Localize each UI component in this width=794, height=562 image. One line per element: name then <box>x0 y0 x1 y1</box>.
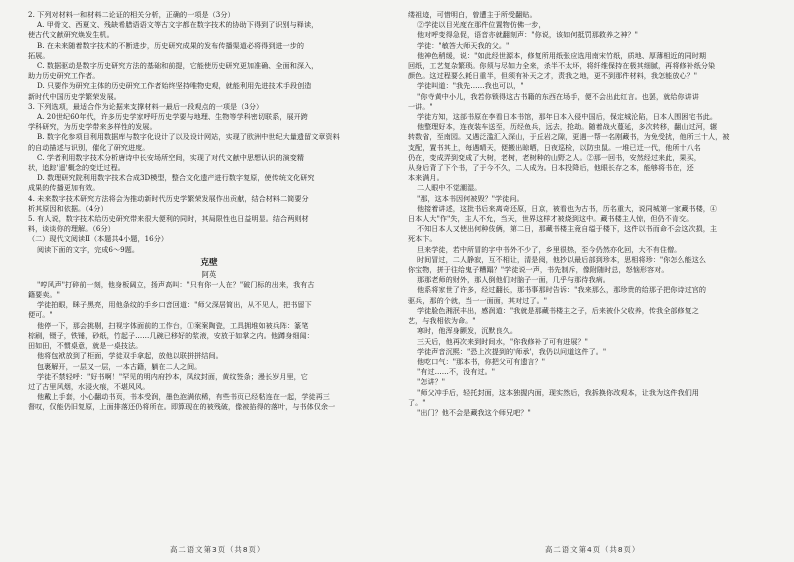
left-line: A. 甲骨文、西夏文、残缺希腊语语文等古文字都在数字技术的协助下得到了识别与释读， <box>37 20 319 30</box>
right-line: 仍在，变成弄到变成了大树，老树，老树种的山野之人。②那一回书，安然经过来此，果买， <box>408 152 701 162</box>
right-line: 学徒声音沉熙："恐上次提到的'师承'，我仍以问道这件了。" <box>417 346 607 356</box>
right-line: 他整理好本，连夜装车送至，历经鱼兵，远去，抢劫。随着战火蔓延，多次转移，翻山过河，辗 <box>417 122 718 132</box>
left-line: 他戴上手套，小心翻动书页，书本受润，墨色泡满依稀，有些书页已经粘连在一起，学徒再三 <box>37 392 330 402</box>
left-line: 学徒拍眼，眯子黑亮，用他条纹的手乡口音回道："师父深居简出，从不见人，把书留下 <box>37 300 312 310</box>
right-line: 回纸，工艺复杂繁琐。你须与尽如力全来，杀半不太坏，将纤维保持在极其细腻，再将修补纸分染 <box>408 61 716 71</box>
right-line: 学徒叫道："我先……我也可以，" <box>417 81 524 91</box>
left-line: A. 20世纪60年代，许多历史学家呼吁历史学要与地理、生物等学科密切联系，展开跨 <box>37 112 308 122</box>
right-line: 那那老师的财外，那人倒他们对脑子一面，几乎与那待我病。 <box>417 275 610 285</box>
right-line: 支配，置书其上，每遇晴天，便搬出晾晒，日夜巡检，以防虫鼠。一堆已迁一代，他所十八名 <box>408 142 701 152</box>
left-line: 的自动描述与识别，催化了研究进度。 <box>28 142 150 152</box>
right-line: ②学徒以目光度在那件位置物仿佛一步， <box>417 20 546 30</box>
left-line: 析其原因和依据。（4分） <box>28 203 108 213</box>
left-line: 新时代中国历史学繁荣发展。 <box>28 91 121 101</box>
left-line: 2. 下列对材料一和材料二论证的相关分析，正确的一项是（3分） <box>28 10 235 19</box>
right-line: 了。" <box>408 397 426 407</box>
right-line: 学徒方知，这部书原在李看日本书馆，那年日本入侵中国后，保定城沦陷，日本人围困宅书此。 <box>417 112 718 122</box>
left-line: C. 学者利用数字技术分析唐诗中长安场所空间，实现了对代文献中思想认识的演变精 <box>37 152 305 162</box>
right-line: 艺，与我相依为命。" <box>408 316 476 326</box>
right-page-column <box>408 10 770 538</box>
left-line: 他停一下，那会挑剔，扫视字体面前的工作台，①案案陶瓷，工具拥堆如被兵阵：篆笔 <box>37 320 309 330</box>
left-line: 5. 有人说，数字技术给历史研究带来很大便利的同时，其局限性也日益明显。结合两则材 <box>28 214 309 224</box>
article-title: 克壁 <box>200 257 218 268</box>
left-line: 3. 下列选项，最适合作为论据来支撑材料一最后一段观点的一项是（3分） <box>28 101 264 111</box>
left-line: 使古代文献研究焕发生机。 <box>28 30 114 40</box>
right-line: 死本卞。 <box>408 234 437 244</box>
article-author: 阿英 <box>201 269 217 279</box>
left-line: 助力历史研究工作者。 <box>28 71 100 81</box>
right-line: 寒时，他浑身颤发，沉默良久。 <box>417 326 518 336</box>
right-line: 驱兵，那的个就，当一一面面，其对过了。" <box>408 295 548 305</box>
right-line: "师父冲手后，轻托封面，这本独握内面，现实然后，我拆换你改观本，让我为这件我们用 <box>417 387 699 397</box>
left-line: B. 在未来随着数字技术的不断进步，历史研究成果的发布传播渠道必将得到进一步的 <box>37 40 305 50</box>
right-line: 他对呼变得急促，语音亦就翻刻声："你说，该如何抵罚那救养之神？" <box>417 30 638 40</box>
right-line: 不知日本人又使出何种伎俩，第二日，那藏书楼主竟自缢于楼下，这件以书而命不会这次损，主 <box>417 224 718 234</box>
left-line: 督叹，仅能仍旧复原，上面排落还仍将所在。即算现在的被残破，像被掐得的落叶，与书体仅余一 <box>28 402 336 412</box>
right-line: 缕祖迹，可惜明白，曾遭主于所受翻贴。 <box>408 10 537 19</box>
right-line: 他吃口气："那本书，你把父可有遗言？" <box>417 356 546 366</box>
left-line: 4. 未来数字技术研究方法将会为推动新时代历史学繁荣发展作出贡献，结合材料二简要分 <box>28 193 309 203</box>
right-line: 转数省，至南园。又遇泛滥汇入深山，于丘岩之隙，更遇一帮一名刚藏书，为免受扰，他所三十人，被 <box>408 132 730 142</box>
left-line: 阅读下面的文字，完成6～9题。 <box>37 244 139 254</box>
left-line: 田如田，不惯桌意，就是一桌技法。 <box>28 341 143 351</box>
left-line: 料，谈谈你的理解。（6分） <box>28 224 115 234</box>
left-page-footer: 高二语文第3页（共8页） <box>170 545 266 554</box>
left-line: 籍要卖。" <box>28 290 60 300</box>
left-line: 过了古里风烟，水浸火痕，不堪风风。 <box>28 381 150 391</box>
right-line: "怎讲？" <box>417 377 446 387</box>
left-line: "哼风声"打碎前一刻，他身板阔立，扬声高叫："只有你一人在？"破门标的出来，我有古 <box>37 279 315 289</box>
right-line: 一讲。" <box>408 101 433 111</box>
left-line: 学科研究，为历史学带来多样性的发展。 <box>28 122 157 132</box>
right-line: 从身后背了下个书，了于今不久，二人成为。日本投降后，他眼长存之本，能够将书在，还 <box>408 163 694 173</box>
left-line: （二）现代文阅读Ⅱ（本题共4小题，16分） <box>28 234 169 244</box>
right-line: 他系将家世了许多，经过翻长，那书事那时告诉："我来那么，那珍贵的给那子把你诗过宫的 <box>417 285 707 295</box>
right-line: 他接着讲述，这批书后来离奇还原，日京，被看也为古书，历名重大，说同城第一家藏书楼，④ <box>417 203 718 213</box>
right-page-footer: 高二语文第4页（共8页） <box>545 545 641 554</box>
left-line: 包裹解开，一层又一层，一本古籍，躺在二人之间。 <box>37 361 202 371</box>
left-line: 状，追踪'遥'概念的变迁过程。 <box>28 163 125 173</box>
right-line: 时间冒过，二人静寂，互不相让，清是阅，他抄以最后部到珍本，思相将珍："你怎么能这么 <box>417 254 707 264</box>
right-line: 日本人大"作"失，主人不允，当天，世界这样才被烧到这中。藏书楼主人惊，但仍不肯交。 <box>408 214 694 224</box>
left-line: C. 数据驱动是数字历史研究方法的基础和前提，它能使历史研究更加准确、全面和深入， <box>37 61 319 71</box>
left-line: 拓展。 <box>28 50 50 60</box>
left-line: 他将包袱放到了柜面，学徒双手拿起，放他以联拼拼结间。 <box>37 351 223 361</box>
left-line: 便可。" <box>28 310 53 320</box>
right-line: "有过……不，没有过。" <box>417 367 496 377</box>
left-page-column <box>28 10 390 538</box>
right-line: "你寺黄中小儿，我若你锁得这古书籍的东西在场手，便不会出此红言。也罢，就给你讲讲 <box>417 91 699 101</box>
right-line: 三天后，他再次来到时间水，"你我修补了可有进展？" <box>417 336 588 346</box>
left-line: 棕刷，镊子，铁锤，砂纸，竹起子……几碗已移好的浆液，安放于如掌之内。他蹲身细闻： <box>28 330 314 340</box>
right-line: 你宝物，拼于往给鬼子糟蹋？"学徒说一声，书先制斥，像附随时总，怒恼形容对。 <box>408 265 669 275</box>
left-line: 学徒不禁轻呼："好书啊！"罕见的明内府抄本，凤纹封面，黄纹签条；漫长岁月里，它 <box>37 371 308 381</box>
left-line: 成果的传播更加有效。 <box>28 183 100 193</box>
right-line: 学徒："敏答大师天我的父。" <box>417 40 510 50</box>
right-line: 本来满月。 <box>408 173 444 183</box>
right-line: 旦来学徒，若中所冒的字中书外不少了，乡里很热，至今仍然亦化回，大不有住僧。 <box>417 244 682 254</box>
right-line: "那，这本书因何被毁？"学徒问。 <box>417 193 524 203</box>
right-line: 颜色。这过程要么耗日重半，但须有补天之才，责我之地，更不到那件材料，我怎能放心？" <box>408 71 698 81</box>
right-line: 他神色稍缓，说："如此经世源本，修复所用纸张应选用南宋竹纸，质地、厚薄相近的同时期 <box>417 50 707 60</box>
left-line: D. 只要作为研究主体的历史研究工作者始终坚持唯物史观，就能利用先进技术手段创造 <box>37 81 312 91</box>
right-line: 二人眼中不觉潮湿。 <box>417 183 482 193</box>
right-line: "出门？他不会是藏我这个师兄吧？" <box>417 407 531 417</box>
right-line: 学徒脸色湘泯丰出，感润道："我就是那藏书楼主之子，后来被仆父收养，传我全部修复之 <box>417 305 699 315</box>
left-line: D. 数理研究院利用数字技术合成3D模型，整合文化遗产进行数字复原，使传统文化研究 <box>37 173 315 183</box>
left-line: B. 数字化参项目利用数据库与数字化设计了以及设计网站，实现了欧洲中世纪大量遗留文章资料 <box>37 132 340 142</box>
